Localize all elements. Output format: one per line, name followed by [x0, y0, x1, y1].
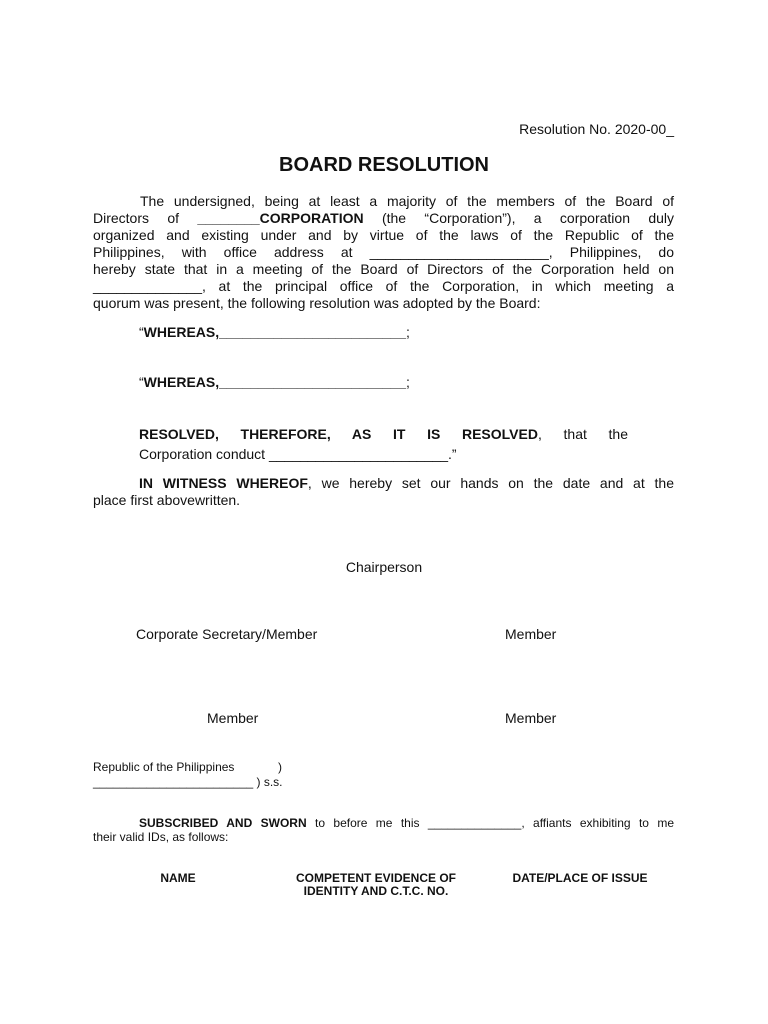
resolution-number: Resolution No. 2020-00_ [519, 121, 674, 137]
intro-line: The undersigned, being at least a majority of the members of the Board of [140, 193, 674, 209]
intro-line: organized and existing under and by virtue of the laws of the Republic of the [93, 227, 674, 243]
witness-label: IN WITNESS WHEREOF [139, 475, 308, 491]
jurat-line [93, 816, 674, 830]
signatory-member: Member [505, 626, 557, 642]
intro-paragraph [93, 193, 674, 312]
witness-paragraph [93, 475, 674, 509]
jurat-line: their valid IDs, as follows: [93, 830, 229, 844]
whereas-clause [139, 374, 410, 390]
document-title: BOARD RESOLUTION [279, 154, 489, 176]
intro-line: Philippines, with office address at _______________________, Philippines, do [93, 244, 674, 260]
whereas-label: WHEREAS [143, 374, 216, 390]
semicolon: ; [406, 324, 410, 340]
quote-mark: “ [139, 374, 144, 390]
venue-city-blank: ________________________ ) s.s. [93, 775, 283, 789]
resolved-label: RESOLVED, THEREFORE, AS IT IS RESOLVED [139, 426, 538, 442]
column-header-evidence [271, 872, 481, 898]
intro-line: ______________, at the principal office of the Corporation, in which meeting a [93, 278, 674, 294]
intro-text: (the “Corporation”), a corporation duly [363, 210, 674, 226]
witness-text: , we hereby set our hands on the date and at the [307, 475, 674, 491]
witness-line: place first abovewritten. [93, 492, 241, 508]
signatory-member: Member [505, 710, 557, 726]
jurat-text: to before me this ______________, affiants exhibiting to me [306, 816, 674, 830]
intro-text: Directors of [93, 210, 198, 226]
whereas-blank: ,________________________ [215, 374, 406, 390]
signatory-secretary: Corporate Secretary/Member [136, 626, 318, 642]
venue-country: Republic of the Philippines [93, 760, 235, 774]
column-header-date: DATE/PLACE OF ISSUE [512, 871, 648, 885]
resolved-clause [139, 424, 628, 464]
corporation-name-blank: ________CORPORATION [197, 210, 364, 226]
column-header-name: NAME [160, 871, 196, 885]
whereas-clause [139, 324, 410, 340]
intro-line [93, 210, 674, 227]
signatory-chairperson: Chairperson [345, 559, 423, 575]
column-header-evidence-line: IDENTITY AND C.T.C. NO. [303, 884, 449, 898]
resolved-text: , that the [537, 426, 628, 442]
intro-line: hereby state that in a meeting of the Board of Directors of the Corporation held on [93, 261, 674, 277]
intro-line: quorum was present, the following resolution was adopted by the Board: [93, 295, 541, 311]
column-header-evidence-line: COMPETENT EVIDENCE OF [295, 871, 456, 885]
resolved-line: Corporation conduct _______________________.” [139, 446, 457, 462]
jurat-label: SUBSCRIBED AND SWORN [139, 816, 307, 830]
witness-line [93, 475, 674, 492]
venue-paren: ) [278, 760, 282, 774]
whereas-blank: ,________________________ [215, 324, 406, 340]
quote-mark: “ [139, 324, 144, 340]
signatory-member: Member [207, 710, 259, 726]
jurat-paragraph [93, 816, 674, 844]
semicolon: ; [406, 374, 410, 390]
resolved-line [139, 424, 628, 444]
whereas-label: WHEREAS [143, 324, 216, 340]
